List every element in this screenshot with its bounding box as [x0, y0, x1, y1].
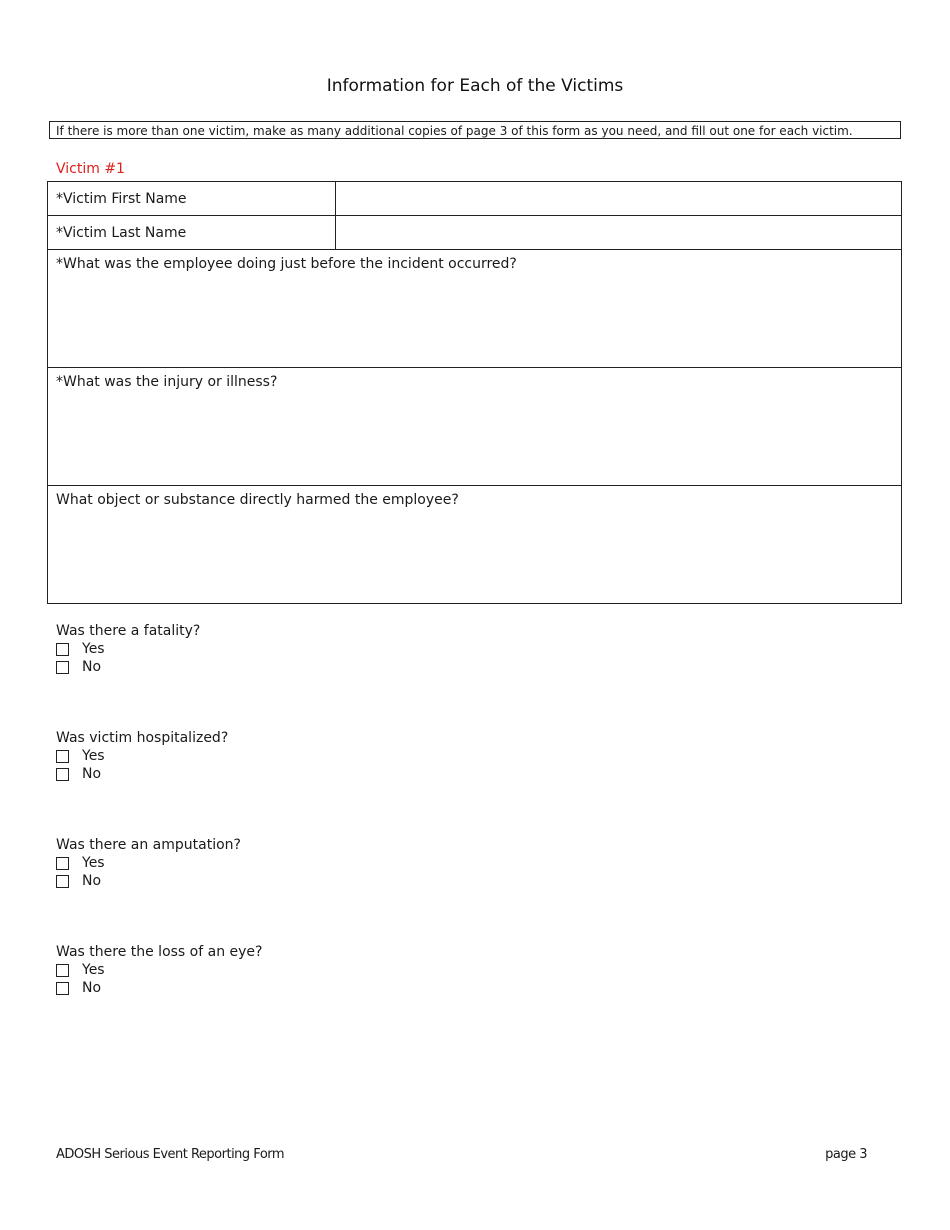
page-title: Information for Each of the Victims [326, 76, 624, 96]
multiple-victims-notice: If there is more than one victim, make as many additional copies of page 3 of this form as you need, and fill out one for each victim. [49, 121, 901, 139]
fatality-yes-label: Yes [82, 641, 105, 657]
hospitalized-no-option [56, 765, 228, 783]
hospitalized-yes-label: Yes [82, 748, 105, 764]
last-name-input[interactable] [336, 216, 901, 249]
eye-loss-yes-checkbox[interactable] [56, 964, 69, 977]
activity-cell [48, 250, 902, 368]
first-name-input[interactable] [336, 182, 901, 215]
fatality-question [56, 622, 200, 676]
object-textarea[interactable] [56, 512, 901, 594]
amputation-question-text: Was there an amputation? [56, 837, 241, 853]
fatality-yes-option [56, 640, 200, 658]
eye-loss-yes-label: Yes [82, 962, 105, 978]
amputation-no-option [56, 872, 241, 890]
victim-number-label: Victim #1 [56, 161, 125, 177]
eye-loss-no-checkbox[interactable] [56, 982, 69, 995]
hospitalized-no-label: No [82, 766, 102, 782]
fatality-question-text: Was there a fatality? [56, 623, 201, 639]
hospitalized-question-text: Was victim hospitalized? [56, 730, 229, 746]
eye-loss-question-text: Was there the loss of an eye? [56, 944, 263, 960]
footer-form-name: ADOSH Serious Event Reporting Form [56, 1147, 285, 1162]
hospitalized-no-checkbox[interactable] [56, 768, 69, 781]
eye-loss-question [56, 943, 262, 997]
fatality-yes-checkbox[interactable] [56, 643, 69, 656]
eye-loss-yes-option [56, 961, 262, 979]
first-name-label: *Victim First Name [48, 182, 336, 216]
first-name-row [48, 182, 902, 216]
hospitalized-yes-checkbox[interactable] [56, 750, 69, 763]
last-name-row [48, 216, 902, 250]
amputation-question [56, 836, 241, 890]
eye-loss-no-option [56, 979, 262, 997]
object-cell [48, 486, 902, 604]
amputation-no-label: No [82, 873, 102, 889]
victim-info-table [47, 181, 902, 604]
last-name-cell [336, 216, 902, 250]
hospitalized-question [56, 729, 228, 783]
first-name-cell [336, 182, 902, 216]
amputation-yes-label: Yes [82, 855, 105, 871]
fatality-no-option [56, 658, 200, 676]
amputation-no-checkbox[interactable] [56, 875, 69, 888]
footer-page-number: page 3 [825, 1147, 867, 1162]
object-row [48, 486, 902, 604]
injury-textarea[interactable] [56, 394, 901, 476]
injury-row [48, 368, 902, 486]
activity-label: *What was the employee doing just before the incident occurred? [56, 256, 517, 272]
eye-loss-no-label: No [82, 980, 102, 996]
object-label: What object or substance directly harmed the employee? [56, 492, 459, 508]
injury-cell [48, 368, 902, 486]
activity-row [48, 250, 902, 368]
amputation-yes-option [56, 854, 241, 872]
hospitalized-yes-option [56, 747, 228, 765]
activity-textarea[interactable] [56, 276, 901, 358]
injury-label: *What was the injury or illness? [56, 374, 278, 390]
last-name-label: *Victim Last Name [48, 216, 336, 250]
fatality-no-label: No [82, 659, 102, 675]
amputation-yes-checkbox[interactable] [56, 857, 69, 870]
fatality-no-checkbox[interactable] [56, 661, 69, 674]
